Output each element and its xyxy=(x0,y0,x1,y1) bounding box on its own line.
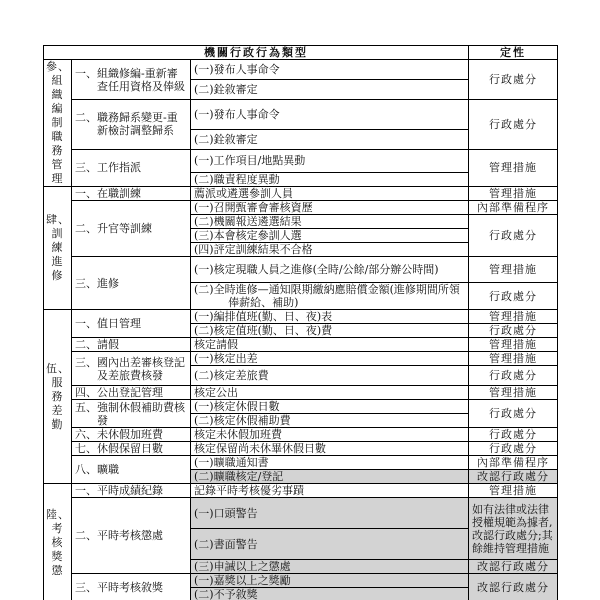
subitem-cell: (二)機關報送遴選結果 xyxy=(191,215,469,229)
subitem-cell: (一)核定現職人員之進修(全時/公餘/部分辦公時間) xyxy=(191,257,469,283)
qualification-cell: 管理措施 xyxy=(469,338,558,352)
qualification-cell: 行政處分 xyxy=(469,366,558,386)
item-cell: 一、值日管理 xyxy=(72,310,191,338)
admin-actions-table xyxy=(43,45,558,600)
category-cell: 伍、服務差勤 xyxy=(44,310,72,484)
qualification-cell: 管理措施 xyxy=(469,149,558,187)
subitem-cell: (三)申誡以上之懲處 xyxy=(191,560,469,574)
qualification-cell: 行政處分 xyxy=(469,428,558,442)
subitem-cell: (一)召開甄審會審核資歷 xyxy=(191,201,469,215)
table-header-row xyxy=(44,46,558,60)
item-cell: 一、平時成績紀錄 xyxy=(72,484,191,498)
subitem-cell: 核定未休假加班費 xyxy=(191,428,469,442)
subitem-cell: 薦派或遴選參訓人員 xyxy=(191,187,469,201)
subitem-cell: (三)本會核定參訓人選 xyxy=(191,229,469,243)
subitem-cell: (一)嘉獎以上之獎勵 xyxy=(191,574,469,588)
qualification-cell: 行政處分 xyxy=(469,400,558,428)
table-row xyxy=(44,201,558,215)
table-row xyxy=(44,60,558,80)
subitem-cell: 核定請假 xyxy=(191,338,469,352)
table-row xyxy=(44,352,558,366)
table-row xyxy=(44,484,558,498)
subitem-cell: (一)發布人事命令 xyxy=(191,60,469,80)
qualification-cell: 行政處分 xyxy=(469,60,558,100)
subitem-cell: (二)核定休假補助費 xyxy=(191,414,469,428)
table-row xyxy=(44,428,558,442)
qualification-cell: 內部準備程序 xyxy=(469,201,558,215)
subitem-cell: (一)口頭警告 xyxy=(191,498,469,529)
subitem-cell: (二)職責程度異動 xyxy=(191,173,469,187)
subitem-cell: (二)核定值班(勤、日、夜)費 xyxy=(191,324,469,338)
subitem-cell: (四)評定訓練結果不合格 xyxy=(191,243,469,257)
table-row xyxy=(44,498,558,529)
qualification-cell: 改認行政處分 xyxy=(469,574,558,600)
qualification-cell: 行政處分 xyxy=(469,283,558,310)
table-row xyxy=(44,257,558,283)
subitem-cell: (一)核定休假日數 xyxy=(191,400,469,414)
subitem-cell: (一)發布人事命令 xyxy=(191,100,469,130)
qualification-cell: 行政處分 xyxy=(469,100,558,150)
table-row xyxy=(44,187,558,201)
item-cell: 三、國內出差審核登記及差旅費核發 xyxy=(72,352,191,386)
item-cell: 二、升官等訓練 xyxy=(72,201,191,257)
item-cell: 四、公出登記管理 xyxy=(72,386,191,400)
qualification-cell: 管理措施 xyxy=(469,310,558,324)
qualification-cell: 改認行政處分 xyxy=(469,470,558,484)
subitem-cell: (二)銓敘審定 xyxy=(191,80,469,100)
table-row xyxy=(44,400,558,414)
item-cell: 一、在職訓練 xyxy=(72,187,191,201)
subitem-cell: 核定公出 xyxy=(191,386,469,400)
item-cell: 三、工作指派 xyxy=(72,149,191,187)
table-row xyxy=(44,574,558,588)
qualification-cell: 管理措施 xyxy=(469,257,558,283)
qualification-cell: 管理措施 xyxy=(469,187,558,201)
category-cell: 肆、訓練進修 xyxy=(44,187,72,310)
item-cell: 一、組織修編-重新審查任用資格及俸級 xyxy=(72,60,191,100)
qualification-cell: 管理措施 xyxy=(469,352,558,366)
category-cell: 陸、考核獎懲 xyxy=(44,484,72,600)
qualification-cell: 改認行政處分 xyxy=(469,560,558,574)
table-row xyxy=(44,338,558,352)
table-row xyxy=(44,386,558,400)
subitem-cell: (一)編排值班(勤、日、夜)表 xyxy=(191,310,469,324)
item-cell: 五、強制休假補助費核發 xyxy=(72,400,191,428)
item-cell: 二、職務歸系變更-重新檢討調整歸系 xyxy=(72,100,191,150)
table-row xyxy=(44,100,558,130)
header-qualification: 定性 xyxy=(469,46,558,60)
subitem-cell: (二)銓敘審定 xyxy=(191,129,469,149)
table-row xyxy=(44,456,558,470)
category-cell: 參、組織編制職務管理 xyxy=(44,60,72,187)
item-cell: 七、休假保留日數 xyxy=(72,442,191,456)
subitem-cell: (二)曠職核定/登記 xyxy=(191,470,469,484)
qualification-cell: 行政處分 xyxy=(469,442,558,456)
subitem-cell: (二)全時進修—通知限期繳納應賠償金額(進修期間所領俸薪給、補助) xyxy=(191,283,469,310)
item-cell: 八、曠職 xyxy=(72,456,191,484)
item-cell: 三、進修 xyxy=(72,257,191,310)
table-row xyxy=(44,442,558,456)
qualification-cell: 內部準備程序 xyxy=(469,456,558,470)
qualification-cell: 行政處分 xyxy=(469,324,558,338)
item-cell: 六、未休假加班費 xyxy=(72,428,191,442)
subitem-cell: (二)不予敘獎 xyxy=(191,588,469,600)
qualification-cell: 管理措施 xyxy=(469,484,558,498)
qualification-cell: 行政處分 xyxy=(469,215,558,257)
subitem-cell: (二)書面警告 xyxy=(191,529,469,560)
subitem-cell: (一)核定出差 xyxy=(191,352,469,366)
header-action-type: 機關行政行為類型 xyxy=(44,46,469,60)
subitem-cell: (二)核定差旅費 xyxy=(191,366,469,386)
table-row xyxy=(44,149,558,173)
subitem-cell: (一)工作項目/地點異動 xyxy=(191,149,469,173)
table-row xyxy=(44,310,558,324)
subitem-cell: 記錄平時考核優劣事蹟 xyxy=(191,484,469,498)
qualification-cell: 如有法律或法律授權規範為據者,改認行政處分;其餘維持管理措施 xyxy=(469,498,558,560)
qualification-cell: 管理措施 xyxy=(469,386,558,400)
item-cell: 二、請假 xyxy=(72,338,191,352)
item-cell: 二、平時考核懲處 xyxy=(72,498,191,574)
item-cell: 三、平時考核敘獎 xyxy=(72,574,191,600)
subitem-cell: (一)曠職通知書 xyxy=(191,456,469,470)
subitem-cell: 核定保留尚未休畢休假日數 xyxy=(191,442,469,456)
